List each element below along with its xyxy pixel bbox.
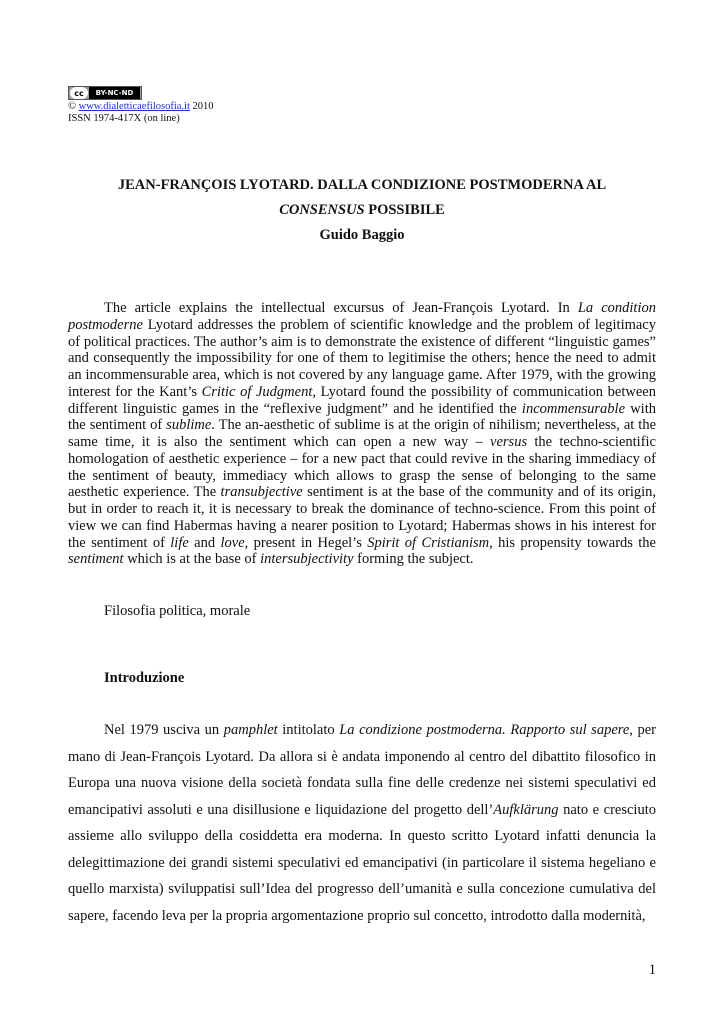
website-link[interactable]: www.dialetticaefilosofia.it (78, 101, 190, 112)
article-title-line-1: JEAN-FRANÇOIS LYOTARD. DALLA CONDIZIONE POSTMODERNA AL (117, 177, 607, 193)
title-rest: POSSIBILE (368, 202, 445, 218)
copyright-year: 2010 (192, 101, 214, 112)
issn-line: ISSN 1974-417X (on line) (68, 113, 180, 124)
article-title-line-2 (0, 202, 724, 219)
keywords: Filosofia politica, morale (104, 603, 251, 619)
page-number: 1 (648, 962, 656, 978)
cc-icon: cc (70, 87, 88, 99)
title-italic-word: CONSENSUS (279, 202, 365, 218)
copyright-symbol: © (68, 101, 76, 112)
author-name: Guido Baggio (319, 227, 405, 243)
body-paragraph: Nel 1979 usciva un pamphlet intitolato La condizione postmoderna. Rapporto sul sapere, per mano di Jean-François Lyotard. Da allora si è andata imponendo al centro del dibattito filosofico in Europa una nuova visione della società fondata sulla fine delle credenze nei sistemi speculativi ed emancipativi assoluti e una disillusione e liquidazione del progetto dell’Aufklärung nato e cresciuto assieme allo sviluppo della cosiddetta era moderna. In questo scritto Lyotard infatti denuncia la delegittimazione dei grandi sistemi speculativi ed emancipativi (in particolare il sistema hegeliano e quello marxista) sviluppatisi sull’Idea del progresso dell’umanità e sulla concezione cumulativa del sapere, facendo leva per la propria argomentazione proprio sul concetto, introdotto dalla modernità, (68, 722, 656, 924)
section-heading: Introduzione (104, 670, 185, 686)
cc-license-badge[interactable] (68, 86, 142, 100)
abstract-paragraph: The article explains the intellectual excursus of Jean-François Lyotard. In La condition postmoderne Lyotard addresses the problem of scientific knowledge and the problem of legitimacy of political practices. The author’s aim is to demonstrate the existence of different “linguistic games” and consequently the impossibility for one of them to legitimise the others; hence the need to admit an incommensurable area, which is not covered by any language game. After 1979, with the growing interest for the Kant’s Critic of Judgment, Lyotard found the possibility of communication between different linguistic games in the “reflexive judgment” and he identified the incommensurable with the sentiment of sublime. The an-aesthetic of sublime is at the origin of nihilism; nevertheless, at the same time, it is also the sentiment which can open a new way – versus the techno-scientific homologation of aesthetic experience – for a new pact that could revive in the sharing immediacy of the sentiment of beauty, immediacy which allows to grasp the sense of belonging to the same aesthetic experience. The transubjective sentiment is at the base of the community and of its origin, but in order to reach it, it is necessary to break the dominance of techno-science. From this point of view we can find Habermas having a nearer position to Lyotard; Habermas shows in his interest for the sentiment of life and love, present in Hegel’s Spirit of Cristianism, his propensity towards the sentiment which is at the base of intersubjectivity forming the subject. (68, 300, 657, 568)
copyright-line (68, 101, 214, 113)
license-type-label: BY-NC-ND (89, 87, 140, 99)
